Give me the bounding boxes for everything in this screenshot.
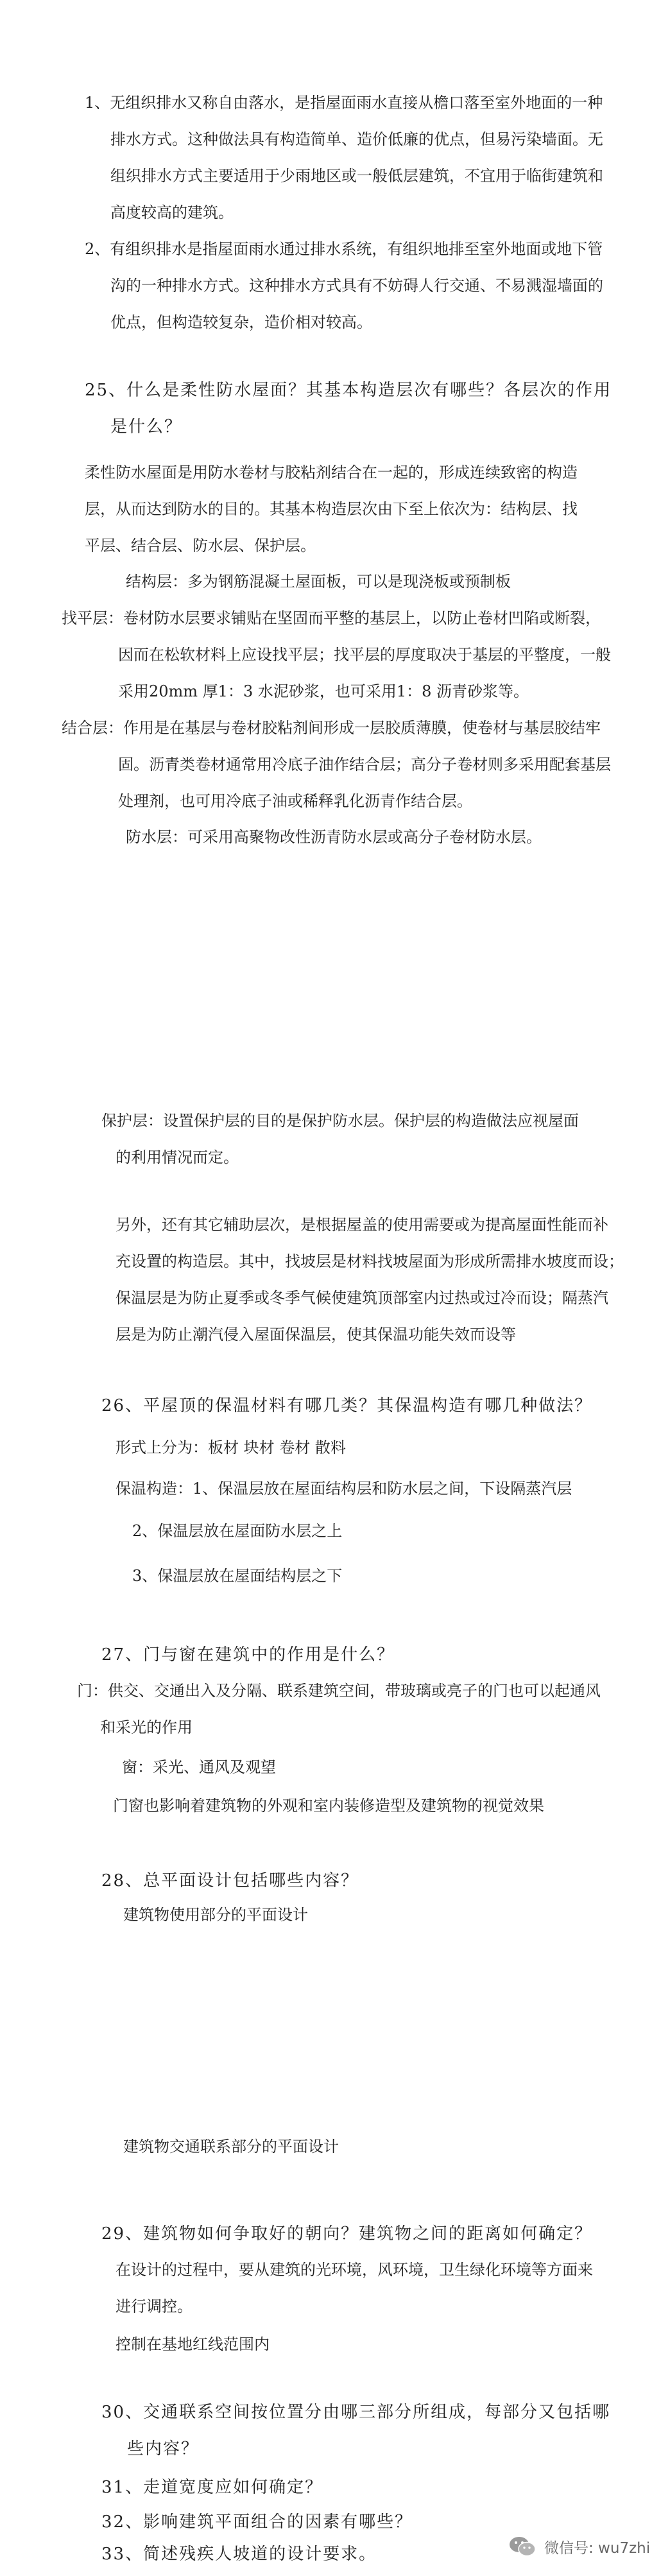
paragraph-insulation-option-2: 2、保温层放在屋面防水层之上 [132,1522,343,1540]
paragraph-traffic-part-design: 建筑物交通联系部分的平面设计 [123,2138,339,2156]
paragraph-door-function: 门：供交、交通出入及分隔、联系建筑空间，带玻璃或亮子的门也可以起通风 和采光的作用 [77,1682,601,1736]
question-30: 30、交通联系空间按位置分由哪三部分所组成，每部分又包括哪 些内容？ [101,2403,611,2459]
paragraph-red-line: 控制在基地红线范围内 [116,2335,270,2353]
paragraph-use-part-design: 建筑物使用部分的平面设计 [123,1906,308,1924]
question-32: 32、影响建筑平面组合的因素有哪些？ [101,2512,413,2532]
watermark-label: 微信号: wu7zhi [544,2539,651,2557]
paragraph-insulation-option-1: 保温构造：1、保温层放在屋面结构层和防水层之间，下设隔蒸汽层 [116,1480,572,1498]
paragraph-material-forms: 形式上分为：板材 块材 卷材 散料 [116,1439,346,1457]
question-31: 31、走道宽度应如何确定？ [101,2478,323,2497]
paragraph-insulation-option-3: 3、保温层放在屋面结构层之下 [132,1567,343,1585]
question-25: 25、什么是柔性防水屋面？其基本构造层次有哪些？各层次的作用 是什么？ [85,381,612,437]
paragraph-organized-drainage: 2、有组织排水是指屋面雨水通过排水系统，有组织地排至室外地面或地下管 沟的一种排水方式。这种排水方式具有不妨碍人行交通、不易溅湿墙面的 优点，但构造较复杂，造价相对较高。 [85,240,603,331]
wechat-icon [508,2536,537,2557]
question-33: 33、简述残疾人坡道的设计要求。 [101,2545,377,2564]
paragraph-facade-effect: 门窗也影响着建筑物的外观和室内装修造型及建筑物的视觉效果 [113,1797,544,1815]
paragraph-orientation-control: 在设计的过程中，要从建筑的光环境，风环境，卫生绿化环境等方面来 进行调控。 [116,2261,593,2315]
paragraph-unorganized-drainage: 1、无组织排水又称自由落水，是指屋面雨水直接从檐口落至室外地面的一种 排水方式。这种做法具有构造简单、造价低廉的优点，但易污染墙面。无 组织排水方式主要适用于少雨地区或一般低层建筑，不宜用于临街建筑和 高度较高的建筑。 [85,94,603,221]
question-27: 27、门与窗在建筑中的作用是什么？ [101,1645,395,1664]
paragraph-bonding-layer: 结合层：作用是在基层与卷材胶粘剂间形成一层胶质薄膜，使卷材与基层胶结牢 固。沥青类卷材通常用冷底子油作结合层；高分子卷材则多采用配套基层 处理剂，也可用冷底子油或稀释乳化沥青作结合层。 [62,719,611,810]
paragraph-protective-layer: 保护层：设置保护层的目的是保护防水层。保护层的构造做法应视屋面 的利用情况而定。 [101,1112,579,1166]
question-29: 29、建筑物如何争取好的朝向？建筑物之间的距离如何确定？ [101,2224,593,2243]
paragraph-waterproof-layer: 防水层：可采用高聚物改性沥青防水层或高分子卷材防水层。 [126,828,542,846]
paragraph-leveling-layer: 找平层：卷材防水层要求铺贴在坚固而平整的基层上，以防止卷材凹陷或断裂， 因而在松软材料上应设找平层；找平层的厚度取决于基层的平整度，一般 采用20mm 厚1：3 水泥砂浆，也可采用1：8 沥青砂浆等。 [62,609,611,700]
question-28: 28、总平面设计包括哪些内容？ [101,1871,359,1890]
paragraph-auxiliary-layers: 另外，还有其它辅助层次，是根据屋盖的使用需要或为提高屋面性能而补 充设置的构造层。其中，找坡层是材料找坡屋面为形成所需排水坡度而设； 保温层是为防止夏季或冬季气候使建筑顶部室内过热或过冷而设；隔蒸汽 层是为防止潮汽侵入屋面保温层，使其保温功能失效而设等 [116,1216,624,1344]
question-26: 26、平屋顶的保温材料有哪几类？其保温构造有哪几种做法？ [101,1396,593,1415]
wechat-watermark [508,2536,650,2557]
paragraph-window-function: 窗：采光、通风及观望 [122,1758,276,1776]
paragraph-structural-layer: 结构层：多为钢筋混凝土屋面板，可以是现浇板或预制板 [126,573,511,591]
paragraph-flexible-roof-intro: 柔性防水屋面是用防水卷材与胶粘剂结合在一起的，形成连续致密的构造 层，从而达到防水的目的。其基本构造层次由下至上依次为：结构层、找 平层、结合层、防水层、保护层。 [85,463,578,555]
